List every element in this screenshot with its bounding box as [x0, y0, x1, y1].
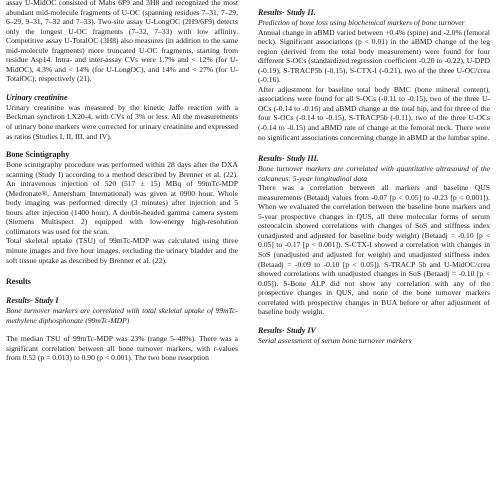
subtitle-study-3: Bone turnover markers are correlated with quantitative ultrasound of the calcaneus: 5-year longitudinal data	[258, 164, 490, 183]
paragraph-urinary-creatinine: Urinary creatinine was measured by the kinetic Jaffe reaction with a Beckman synchron LX20-4, with CVs of 3% or less. All the measurements of urinary bone markers were corrected for urinary creatinine and expressed as ratios (Studies I, II, III, and IV).	[6, 102, 238, 141]
heading-results: Results	[6, 277, 31, 287]
heading-results-study-2: Results- Study II.	[258, 8, 316, 17]
heading-bone-scintigraphy: Bone Scintigraphy	[6, 150, 70, 160]
right-column	[258, 0, 490, 345]
heading-results-study-4: Results- Study IV	[258, 325, 316, 335]
paragraph-study-2a: Annual change in aBMD varied between +0.4% (spine) and -2.0% (femoral neck). Significant associations (p < 0.01) in the aBMD change of the leg region (derived from the total body measurement) were found for four different S-OCs (standardized regression coefficient -0.20 to -0.22), U-DPD (-0.19), S-TRACP5b (-0.15), S-CTX-I (-0.21), two of the three U-OC/crea (-0.16).	[258, 27, 490, 85]
paragraph-bone-scintigraphy: Bone scintigraphy procedure was performed within 28 days after the DXA scanning (Study I) according to a method described by Brenner et al. (22). An intravenous injection of 520 (517 ± 15) MBq of 99mTc-MDP (Medronate®, Amersham International) was given at 0900 hour. Whole body imaging was performed directly (3 minutes) after injection and 5 hours after injection (1400 hour). A double-headed gamma camera system (Siemens Multispect 2) equipped with low-energy high-resolution collimators was used for the scan.	[6, 160, 238, 236]
paragraph-study-1: The median TSU of 99mTc-MDP was 23% (range 5–48%). There was a significant correlation between all bone turnover markers, with r-values from 0.52 (p = 0.013) to 0.90 (p < 0.001). The two bone resorption	[6, 334, 238, 363]
heading-results-study-3: Results- Study III.	[258, 154, 319, 164]
paragraph-total-skeletal-uptake: Total skeletal uptake (TSU) of 99mTc-MDP was calculated using three minute images and five hour images, excluding the urinary bladder and the soft tissue uptake as described by Brenner et al. (22).	[6, 236, 238, 265]
subtitle-study-2: Prediction of bone loss using biochemical markers of bone turnover	[258, 18, 465, 27]
left-column	[6, 0, 238, 363]
subtitle-study-4: Serial assessment of serum bone turnover markers	[258, 335, 412, 345]
paragraph-study-3: There was a correlation between all markers and baseline QUS measurements (Betaadj values from -0.07 [p < 0.05] to -0.23 [p < 0.001]). When we evaluated the correlation between the baseline bone markers and 5-year prospective changes in QUS, all three molecular forms of serum osteocalcin showed correlations with changes of SoS and stiffness index (unadjusted and adjusted for baseline body weight) (Betaadj = -0.10 [p < 0.05] to -0.17 [p < 0.001]). S-CTX-I showed a correlation with changes in SoS (unadjusted and adjusted for weight) and unadjusted stiffness index (Betaadj = -0.09 to -0.10 [p < 0.05]). S-TRACP 5b and U-MidOC/crea showed correlations with unadjusted changes in SoS (Betaadj = -0.10 [p < 0.05]). S-Bone ALP did not show any correlation with any of the prospective changes in QUS, and none of the bone turnover markers correlated with prospective changes in BUA before or after adjustment of baseline body weight.	[258, 183, 490, 317]
heading-results-study-1: Results- Study I	[6, 296, 59, 306]
subtitle-study-1: Bone turnover markers are correlated with total skeletal uptake of 99mTc-methylene diphosphonate (99mTc-MDP)	[6, 306, 238, 325]
paragraph-study-2b: After adjustment for baseline total body BMC (bone mineral content), associations were found for all S-OCs (-0.11 to -0.15), two of the three U-OCs (-0.14 to -0.16) and aBMD change at the total hip, and for three of the four S-OCs (-0.14 to -0.15), S-TRACP5b (-0.11), two of the three U-OCs (-0.14 to -0.15) and aBMD rate of change at the femoral neck. There were no significant associations concerning change in aBMD at the lumbar spine.	[258, 84, 490, 142]
heading-urinary-creatinine: Urinary creatinine	[6, 92, 68, 102]
paragraph-urinary-oc-assays: assay U-MidOC consisted of Mabs 6F9 and 3H8 and recognized the most abundant mid-molecule fragments of U-OC (spanning residues 7–31, 7–29, 6–29, 9–31, 7–32 and 7–33). Two-site assay U-LongOC (2H9/6F9) detects only the longest U-OC fragments (7–32, 7–33) with low affinity. Competitive assay U-TotalOC (3H8) also measures (in addition to the same mid-molecule fragments) more truncated U-OC fragments, starting from residue Asp14. Intra- and inter-assay CVs were 1.7% and < 12% (for U-MidOC), 4.3% and < 14% (for U-LongOC), and 14% and < 27% (for U-TotalOC), respectively (21).	[6, 0, 238, 84]
